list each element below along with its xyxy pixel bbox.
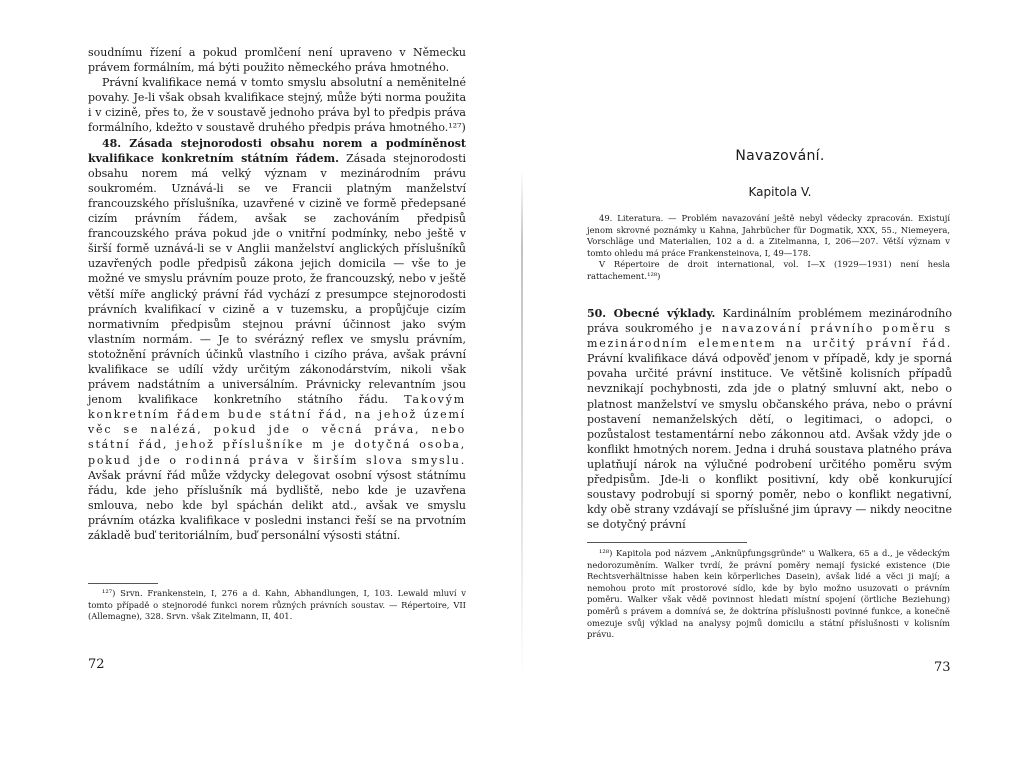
literature-paragraph: 49. Literatura. — Problém navazování ještě nebyl vědecky zpracován. Existují jenom skrovné poznámky u Kahna, Jahrbücher für Dogmatik, XXX, 55., Niemeyera, Vorschläge und Materialien, 102 a d. a Zitelmanna, I, 206—207. Větší význam v tomto ohledu má práce Frankensteinova, I, 49—178.: [587, 213, 950, 258]
paragraph-48-end: Avšak právní řád může vždycky delegovat osobní výsost státnímu řádu, kde jeho příslušník má bydliště, nebo kde je uzavřena smlouva, nebo kde byl spáchán delikt atd., avšak ve smyslu právním otázka kvalifikace v posledni instanci řeší se na prvotním základě buď teritoriálním, buď personální výsosti státní.: [88, 468, 466, 542]
section-heading-50: 50. Obecné výklady.: [587, 307, 716, 320]
footnote-127: ¹²⁷) Srvn. Frankenstein, I, 276 a d. Kahn, Abhandlungen, I, 103. Lewald mluví v tomto případě o stejnorodé funkci norem různých právních soustav. — Répertoire, VII (Allemagne), 328. Srvn. však Zitelmann, II, 401.: [88, 588, 466, 622]
right-body-text: [587, 306, 952, 532]
paragraph-50-b: Právní kvalifikace dává odpověď jenom v případě, kdy je sporná povaha určité právní instituce. Ve většině kolisních případů nevznikají pochybnosti, zda jde o platný smluvní akt, nebo o platnost manželství ve smyslu občanského práva, nebo o právní postavení nemanželských dětí, o legitimaci, o adopci, o pozůstalost testamentární nebo zákonnou atd. Avšak vždy jde o konflikt hmotných norem. Jedna i druhá soustava platného práva uplatňují nárok na výlučné podrobení určitého poměru svým předpisům. Jde-li o konflikt positivní, kdy obě konkurující soustavy podrobují si sporný poměr, nebo o konflikt negativní, kdy obě strany vzdávají se příslušné jim úpravy — nikdy neocitne se dotyčný právní: [587, 352, 952, 532]
footnote-rule: [587, 542, 747, 543]
chapter-subtitle: Kapitola V.: [748, 185, 812, 199]
literature-block: [587, 213, 950, 283]
page-number-left: 72: [88, 657, 105, 672]
right-footnotes: [587, 548, 950, 641]
paragraph: Právní kvalifikace nemá v tomto smyslu absolutní a neměnitelné povahy. Je-li však obsah kvalifikace stejný, může býti norma použita i v cizině, přes to, že v soustavě jednoho práva byl to předpis práva formálního, kdežto v soustavě druhého předpis práva hmotného.¹²⁷): [88, 76, 466, 135]
spaced-50: je navazování právního poměru s mezinárodním elementem na určitý právní řád.: [587, 322, 952, 351]
spaced-sentence: Takovým konkretním řádem bude státní řád, na jehož území věc se nalézá, pokud jde o věcná práva, nebo státní řád, jehož příslušníke m je dotyčná osoba, pokud jde o rodinná práva v širším slova smyslu.: [88, 393, 467, 467]
literature-paragraph: V Répertoire de droit international, vol. I—X (1929—1931) není hesla rattachement.¹²⁸): [587, 259, 950, 281]
chapter-title: Navazování.: [735, 148, 825, 164]
footnote-rule: [88, 583, 158, 584]
paragraph-48-text: Zásada stejnorodosti obsahu norem má velký význam v mezinárodním právu soukromém. Uznává-li se ve Francii platným manželství francouzského příslušníka, uzavřené v cizině ve formě předepsané cizím právním řádem, avšak se zachováním předpisů francouzského práva pokud jde o vnitřní podmínky, nebo ještě v širší formě uznává-li se v Anglii manželství anglických příslušníků uzavřených podle předpisů zákona jejich domicila — vše to je možné ve smyslu právním pouze proto, že francouzský, nebo v ještě větší míře anglický právní řád vychází z presumpce stejnorodosti právních kvalifikací v cizině a v tuzemsku, a propůjčuje cizím normativním předpisům stejnou právní účinnost jako svým vlastním normám. — Je to svérázný reflex ve smyslu právním, stotožnění právních účinků vlastního i cizího práva, avšak právní kvalifikace se udílí vždy určitým zákonodárstvím, nikoli však právem nadstátním a universálním. Právnicky relevantním jsou jenom kvalifikace konkretního státního řádu.: [88, 151, 467, 407]
page-number-right: 73: [934, 660, 951, 675]
paragraph-50-a: Kardinálním problémem mezinárodního práva soukromého: [587, 307, 953, 336]
footnote-128: ¹²⁸) Kapitola pod názvem „Anknüpfungsgründe" u Walkera, 65 a d., je vědeckým nedorozuměním. Walker tvrdí, že právní poměry nemají fysické existence (Die Rechtsverhältnisse haben kein körperliches Dasein), avšak lidé a věci ji mají; a nemohou proto mít prostorové sídlo, kde by bylo možno usuzovati o právním poměru. Walker však vědě povinnost hledati místní spojení (örtliche Beziehung) poměrů s právem a domnívá se, že doktrína příslušnosti povinné funkce, a konečně omezuje svůj výklad na analysy pojmů domicilu a státní příslušnosti v kolisním právu.: [587, 548, 950, 640]
paragraph: soudnímu řízení a pokud promlčení není upraveno v Německu právem formálním, má býti použito německého práva hmotného.: [88, 46, 466, 75]
section-heading-48: 48. Zásada stejnorodosti obsahu norem a podmíněnost kvalifikace konkretním státním řádem.: [88, 136, 466, 165]
left-body-text: [88, 45, 466, 543]
left-footnotes: [88, 588, 466, 623]
